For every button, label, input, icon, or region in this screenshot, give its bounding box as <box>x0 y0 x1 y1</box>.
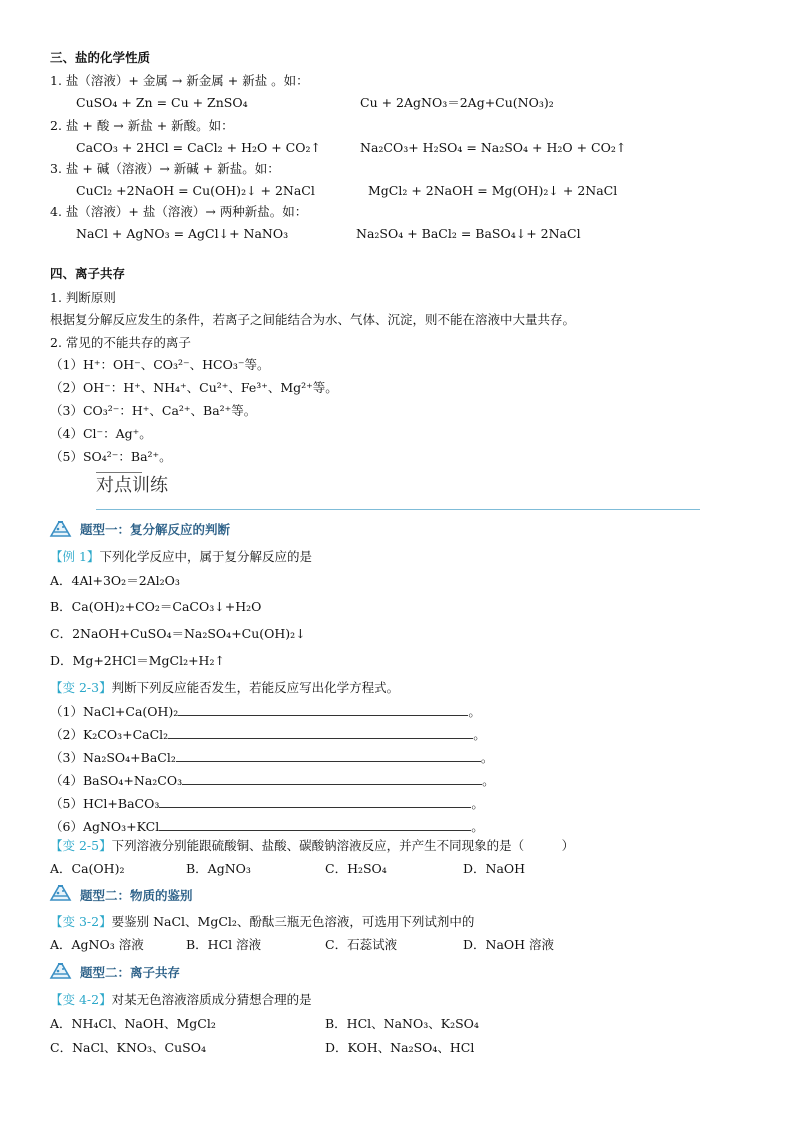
type1-option-a[interactable]: A．4Al+3O₂＝2Al₂O₃ <box>50 573 180 588</box>
section3-p3-eqB: MgCl₂ + 2NaOH = Mg(OH)₂↓ + 2NaCl <box>368 183 618 198</box>
type2-option-c[interactable]: C．石蕊试液 <box>325 937 398 952</box>
section3-p3-eqA: CuCl₂ +2NaOH = Cu(OH)₂↓ + 2NaCl <box>76 183 315 198</box>
section4-s1: 1. 判断原则 <box>50 290 116 305</box>
blank-end-6: 。 <box>471 819 484 834</box>
practice-header-overline <box>96 472 142 473</box>
type2-option-b[interactable]: B．HCl 溶液 <box>186 937 262 952</box>
v23-label: 【变 2-3】 <box>50 680 112 695</box>
section3-p4-eqB: Na₂SO₄ + BaCl₂ = BaSO₄↓+ 2NaCl <box>356 226 581 241</box>
type3-title: 题型二：离子共存 <box>80 965 181 980</box>
section3-p3: 3. 盐 + 碱（溶液）→ 新碱 + 新盐。如： <box>50 161 280 176</box>
type3-option-a[interactable]: A．NH₄Cl、NaOH、MgCl₂ <box>50 1016 216 1031</box>
answer-blank-2[interactable] <box>168 726 473 739</box>
v25-option-b[interactable]: B．AgNO₃ <box>186 861 251 876</box>
v23-text: 判断下列反应能否发生，若能反应写出化学方程式。 <box>111 680 400 695</box>
type1-title: 题型一：复分解反应的判断 <box>80 522 231 537</box>
section4-s1-body: 根据复分解反应发生的条件，若离子之间能结合为水、气体、沉淀，则不能在溶液中大量共存。 <box>50 312 576 327</box>
answer-blank-4[interactable] <box>182 772 482 785</box>
v25-option-d[interactable]: D．NaOH <box>463 861 526 876</box>
section4-title: 四、离子共存 <box>50 266 126 281</box>
practice-header-rule <box>96 509 700 510</box>
blank-item-2: （2）K₂CO₃+CaCl₂ <box>50 727 169 742</box>
section4-item-5: （5）SO₄²⁻：Ba²⁺。 <box>50 449 172 464</box>
blank-item-6: （6）AgNO₃+KCl <box>50 819 160 834</box>
v42-label: 【变 4-2】 <box>50 992 112 1007</box>
v25-option-c[interactable]: C．H₂SO₄ <box>325 861 387 876</box>
v25-option-a[interactable]: A．Ca(OH)₂ <box>50 861 125 876</box>
type2-title: 题型二：物质的鉴别 <box>80 888 193 903</box>
blank-end-1: 。 <box>468 704 481 719</box>
type1-option-c[interactable]: C．2NaOH+CuSO₄＝Na₂SO₄+Cu(OH)₂↓ <box>50 626 306 641</box>
practice-header: 对点训练 <box>96 475 168 496</box>
type3-option-d[interactable]: D．KOH、Na₂SO₄、HCl <box>325 1040 475 1055</box>
type1-question-text: 下列化学反应中，属于复分解反应的是 <box>99 549 312 564</box>
flask-icon <box>48 960 74 982</box>
section3-p2-eqA: CaCO₃ + 2HCl = CaCl₂ + H₂O + CO₂↑ <box>76 140 321 155</box>
blank-end-4: 。 <box>482 773 495 788</box>
type2-option-a[interactable]: A．AgNO₃ 溶液 <box>50 937 144 952</box>
blank-item-4: （4）BaSO₄+Na₂CO₃ <box>50 773 183 788</box>
section3-p4: 4. 盐（溶液）+ 盐（溶液）→ 两种新盐。如： <box>50 204 308 219</box>
section4-s2: 2. 常见的不能共存的离子 <box>50 335 191 350</box>
v42-text: 对某无色溶液溶质成分猜想合理的是 <box>111 992 312 1007</box>
section4-item-3: （3）CO₃²⁻：H⁺、Ca²⁺、Ba²⁺等。 <box>50 403 257 418</box>
answer-blank-5[interactable] <box>159 795 471 808</box>
type1-option-b[interactable]: B．Ca(OH)₂+CO₂＝CaCO₃↓+H₂O <box>50 599 262 614</box>
type3-option-c[interactable]: C．NaCl、KNO₃、CuSO₄ <box>50 1040 206 1055</box>
flask-icon <box>48 882 74 904</box>
blank-end-5: 。 <box>471 796 484 811</box>
section3-p1-eqB: Cu + 2AgNO₃＝2Ag+Cu(NO₃)₂ <box>360 95 554 110</box>
section3-p1-eqA: CuSO₄ + Zn = Cu + ZnSO₄ <box>76 95 248 110</box>
v25-text: 下列溶液分别能跟硫酸铜、盐酸、碳酸钠溶液反应，并产生不同现象的是（ ） <box>111 838 575 853</box>
section3-p2: 2. 盐 + 酸 → 新盐 + 新酸。如： <box>50 118 234 133</box>
section3-p2-eqB: Na₂CO₃+ H₂SO₄ = Na₂SO₄ + H₂O + CO₂↑ <box>360 140 627 155</box>
answer-blank-1[interactable] <box>178 703 468 716</box>
blank-end-3: 。 <box>480 750 494 765</box>
answer-blank-6[interactable] <box>159 818 471 831</box>
answer-blank-3[interactable] <box>176 749 481 762</box>
section3-p4-eqA: NaCl + AgNO₃ = AgCl↓+ NaNO₃ <box>76 226 289 241</box>
flask-icon <box>48 518 74 540</box>
type1-option-d[interactable]: D．Mg+2HCl＝MgCl₂+H₂↑ <box>50 653 225 668</box>
blank-item-1: （1）NaCl+Ca(OH)₂ <box>50 704 179 719</box>
blank-item-3: （3）Na₂SO₄+BaCl₂ <box>50 750 176 765</box>
v32-label: 【变 3-2】 <box>50 914 112 929</box>
section4-item-1: （1）H⁺：OH⁻、CO₃²⁻、HCO₃⁻等。 <box>50 357 270 372</box>
v32-text: 要鉴别 NaCl、MgCl₂、酚酞三瓶无色溶液，可选用下列试剂中的 <box>111 914 475 929</box>
type3-option-b[interactable]: B．HCl、NaNO₃、K₂SO₄ <box>325 1016 479 1031</box>
type1-question-label: 【例 1】 <box>50 549 100 564</box>
section3-p1: 1. 盐（溶液）+ 金属 → 新金属 + 新盐 。如： <box>50 73 309 88</box>
section3-title: 三、盐的化学性质 <box>50 50 151 65</box>
section4-item-4: （4）Cl⁻：Ag⁺。 <box>50 426 152 441</box>
v25-label: 【变 2-5】 <box>50 838 112 853</box>
type2-option-d[interactable]: D．NaOH 溶液 <box>463 937 555 952</box>
blank-item-5: （5）HCl+BaCO₃ <box>50 796 160 811</box>
blank-end-2: 。 <box>473 727 486 742</box>
section4-item-2: （2）OH⁻：H⁺、NH₄⁺、Cu²⁺、Fe³⁺、Mg²⁺等。 <box>50 380 338 395</box>
